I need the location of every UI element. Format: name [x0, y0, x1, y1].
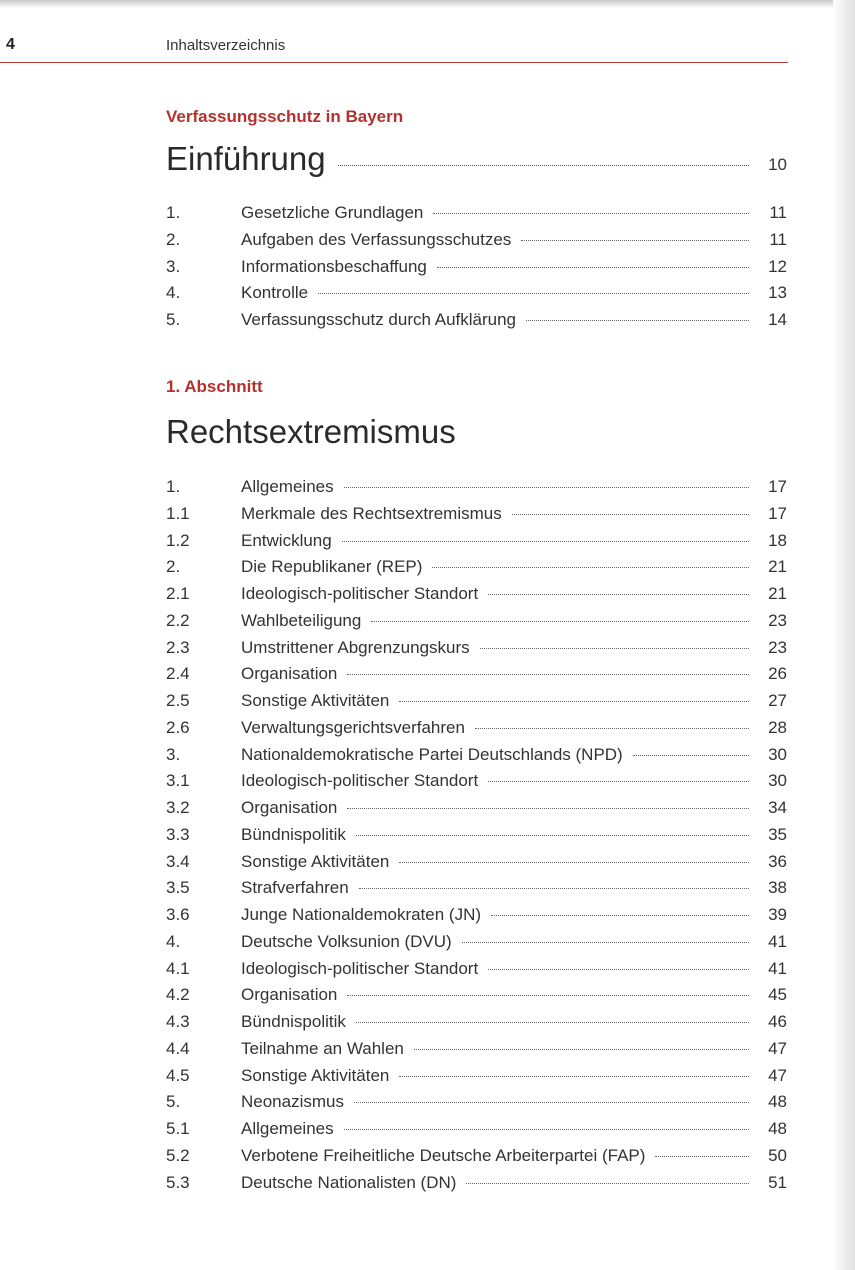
toc-entry — [166, 230, 787, 257]
toc-entry-page: 47 — [768, 1038, 787, 1058]
running-title: Inhaltsverzeichnis — [166, 37, 286, 54]
section-title-intro: Einführung — [166, 140, 326, 177]
toc-entry-page: 11 — [769, 203, 787, 222]
dot-leader — [344, 1129, 749, 1130]
toc-entry-number: 2.2 — [166, 610, 190, 630]
toc-entry — [166, 878, 787, 905]
toc-entry-number: 1.2 — [166, 530, 190, 550]
toc-entry-page: 11 — [769, 229, 787, 249]
toc-entry-number: 4. — [166, 931, 181, 951]
toc-entry-number: 5. — [166, 310, 181, 329]
toc-entry-page: 35 — [768, 824, 787, 844]
toc-entry-page: 26 — [768, 664, 787, 684]
dot-leader — [491, 915, 749, 916]
toc-entry-page: 38 — [768, 878, 787, 898]
toc-entry-number: 3.4 — [166, 851, 190, 871]
dot-leader — [526, 320, 749, 321]
toc-entry-title: Verfassungsschutz durch Aufklärung — [241, 310, 516, 329]
dot-leader — [359, 888, 749, 889]
toc-entry-title: Strafverfahren — [241, 878, 349, 898]
toc-entry-title: Wahlbeteiligung — [241, 610, 362, 630]
toc-entry-page: 48 — [768, 1092, 787, 1112]
dot-leader — [347, 808, 749, 809]
toc-entry-number: 2.5 — [166, 691, 190, 710]
toc-entry-number: 3. — [166, 256, 181, 276]
toc-entry-title: Sonstige Aktivitäten — [241, 1065, 390, 1085]
toc-entry-number: 1. — [166, 477, 181, 496]
toc-entry-page: 18 — [768, 530, 787, 550]
toc-entry-title: Neonazismus — [241, 1092, 344, 1112]
toc-entry — [166, 985, 787, 1012]
toc-entry-page: 14 — [768, 310, 787, 329]
page-number: 4 — [6, 36, 15, 53]
toc-entry-title: Ideologisch-politischer Standort — [241, 771, 479, 791]
dot-leader — [347, 674, 749, 675]
toc-entry — [166, 691, 787, 718]
toc-entry-number: 2. — [166, 229, 181, 249]
toc-entry — [166, 531, 787, 558]
toc-entry-title: Die Republikaner (REP) — [241, 557, 423, 577]
toc-entry-number: 1. — [166, 203, 181, 222]
toc-entry-number: 4.2 — [166, 985, 190, 1005]
toc-entry — [166, 310, 787, 337]
toc-entry-title: Gesetzliche Grundlagen — [241, 203, 424, 222]
toc-entry — [166, 1146, 787, 1173]
section-kicker-one: 1. Abschnitt — [166, 377, 263, 396]
toc-entry — [166, 1039, 787, 1066]
toc-entry-title: Ideologisch-politischer Standort — [241, 584, 479, 603]
dot-leader — [342, 541, 749, 542]
dot-leader — [371, 621, 749, 622]
header-rule — [0, 62, 788, 63]
toc-entry-title: Organisation — [241, 664, 338, 684]
dot-leader — [399, 862, 749, 863]
toc-list-one — [166, 477, 787, 1199]
toc-entry — [166, 745, 787, 772]
toc-entry-title: Sonstige Aktivitäten — [241, 691, 390, 710]
toc-entry-page: 23 — [768, 610, 787, 630]
toc-entry — [166, 584, 787, 611]
section-kicker-intro: Verfassungsschutz in Bayern — [166, 107, 404, 126]
toc-list-intro — [166, 203, 787, 337]
toc-entry-number: 3.2 — [166, 798, 190, 817]
toc-entry-number: 3. — [166, 744, 181, 764]
toc-entry-page: 39 — [768, 905, 787, 924]
toc-entry-title: Teilnahme an Wahlen — [241, 1038, 404, 1058]
toc-entry-number: 5.2 — [166, 1145, 190, 1165]
toc-entry-page: 41 — [768, 958, 787, 978]
toc-entry — [166, 611, 787, 638]
toc-entry-page: 36 — [768, 851, 787, 871]
toc-entry-number: 2.1 — [166, 584, 190, 603]
dot-leader — [399, 701, 749, 702]
scan-top-shadow — [0, 0, 855, 8]
dot-leader — [475, 728, 749, 729]
section-title-one: Rechtsextremismus — [166, 413, 456, 450]
toc-entry-title: Organisation — [241, 985, 338, 1005]
toc-entry-title: Verwaltungsgerichtsverfahren — [241, 717, 465, 737]
dot-leader — [356, 835, 749, 836]
toc-entry-number: 2.4 — [166, 664, 190, 684]
toc-entry — [166, 557, 787, 584]
toc-entry — [166, 664, 787, 691]
toc-entry — [166, 1173, 787, 1200]
toc-entry-title: Junge Nationaldemokraten (JN) — [241, 905, 482, 924]
toc-entry-page: 21 — [768, 557, 787, 577]
section-title-row-intro — [166, 140, 787, 178]
toc-entry-number: 4.3 — [166, 1012, 190, 1031]
dot-leader — [414, 1049, 749, 1050]
toc-entry-title: Deutsche Volksunion (DVU) — [241, 931, 452, 951]
toc-entry-page: 23 — [768, 637, 787, 657]
toc-entry-number: 1.1 — [166, 503, 190, 523]
dot-leader — [488, 781, 749, 782]
toc-entry-page: 50 — [768, 1145, 787, 1165]
dot-leader — [433, 213, 749, 214]
toc-entry — [166, 1092, 787, 1119]
toc-entry — [166, 1012, 787, 1039]
toc-entry — [166, 718, 787, 745]
toc-entry — [166, 257, 787, 284]
toc-entry-page: 45 — [768, 985, 787, 1005]
toc-entry-number: 3.5 — [166, 878, 190, 898]
toc-entry-page: 30 — [768, 744, 787, 764]
toc-entry-number: 5. — [166, 1092, 181, 1112]
dot-leader — [347, 995, 749, 996]
toc-entry-page: 41 — [768, 931, 787, 951]
toc-entry-number: 4.1 — [166, 958, 190, 978]
toc-entry-page: 13 — [768, 283, 787, 303]
toc-entry-title: Entwicklung — [241, 530, 332, 550]
toc-entry — [166, 932, 787, 959]
toc-entry-number: 2.6 — [166, 717, 190, 737]
toc-entry-title: Bündnispolitik — [241, 824, 346, 844]
toc-entry-title: Allgemeines — [241, 1119, 334, 1138]
dot-leader — [480, 648, 749, 649]
dot-leader — [655, 1156, 749, 1157]
toc-entry-number: 3.1 — [166, 771, 190, 791]
toc-entry — [166, 959, 787, 986]
dot-leader — [466, 1183, 749, 1184]
dot-leader — [354, 1102, 749, 1103]
toc-entry-title: Nationaldemokratische Partei Deutschlands (NPD) — [241, 744, 623, 764]
dot-leader — [521, 240, 749, 241]
toc-entry-title: Verbotene Freiheitliche Deutsche Arbeiterpartei (FAP) — [241, 1145, 646, 1165]
toc-entry — [166, 477, 787, 504]
toc-entry-number: 5.3 — [166, 1172, 190, 1192]
toc-entry-title: Sonstige Aktivitäten — [241, 851, 390, 871]
toc-entry-title: Umstrittener Abgrenzungskurs — [241, 637, 470, 657]
dot-leader — [399, 1076, 749, 1077]
toc-entry — [166, 1119, 787, 1146]
toc-entry-number: 2.3 — [166, 637, 190, 657]
dot-leader — [437, 267, 749, 268]
dot-leader — [462, 942, 749, 943]
dot-leader — [338, 165, 749, 166]
toc-entry — [166, 852, 787, 879]
toc-entry-title: Ideologisch-politischer Standort — [241, 958, 479, 978]
toc-entry — [166, 283, 787, 310]
toc-entry-title: Informationsbeschaffung — [241, 256, 427, 276]
toc-entry-page: 51 — [768, 1172, 787, 1192]
dot-leader — [488, 969, 749, 970]
toc-entry-page: 48 — [768, 1119, 787, 1138]
dot-leader — [356, 1022, 749, 1023]
toc-entry — [166, 1066, 787, 1093]
toc-entry — [166, 771, 787, 798]
toc-entry-title: Organisation — [241, 798, 338, 817]
dot-leader — [488, 594, 749, 595]
toc-entry-page: 21 — [768, 584, 787, 603]
toc-entry-number: 3.6 — [166, 905, 190, 924]
toc-entry-number: 4.4 — [166, 1038, 190, 1058]
toc-entry-title: Aufgaben des Verfassungsschutzes — [241, 229, 512, 249]
toc-entry-title: Kontrolle — [241, 283, 309, 303]
toc-entry-number: 5.1 — [166, 1119, 190, 1138]
toc-entry-number: 4. — [166, 283, 181, 303]
toc-entry-number: 3.3 — [166, 824, 190, 844]
dot-leader — [512, 514, 749, 515]
dot-leader — [633, 755, 749, 756]
toc-entry-page: 17 — [768, 477, 787, 496]
toc-entry-page: 46 — [768, 1012, 787, 1031]
toc-entry-number: 2. — [166, 557, 181, 577]
toc-entry-title: Merkmale des Rechtsextremismus — [241, 503, 502, 523]
toc-entry-page: 34 — [768, 798, 787, 817]
toc-entry-title: Bündnispolitik — [241, 1012, 346, 1031]
toc-entry — [166, 203, 787, 230]
toc-entry-number: 4.5 — [166, 1065, 190, 1085]
toc-entry-page: 17 — [768, 503, 787, 523]
toc-entry-page: 12 — [768, 256, 787, 276]
section-title-page: 10 — [768, 155, 787, 174]
toc-entry-title: Deutsche Nationalisten (DN) — [241, 1172, 457, 1192]
toc-entry-page: 47 — [768, 1065, 787, 1085]
toc-entry-title: Allgemeines — [241, 477, 334, 496]
toc-entry-page: 28 — [768, 717, 787, 737]
dot-leader — [344, 487, 749, 488]
toc-entry — [166, 504, 787, 531]
dot-leader — [318, 293, 749, 294]
dot-leader — [432, 567, 749, 568]
toc-entry — [166, 825, 787, 852]
toc-entry — [166, 798, 787, 825]
toc-entry-page: 27 — [768, 691, 787, 710]
toc-entry — [166, 905, 787, 932]
toc-entry-page: 30 — [768, 771, 787, 791]
toc-entry — [166, 638, 787, 665]
scan-right-shadow — [833, 0, 855, 1270]
